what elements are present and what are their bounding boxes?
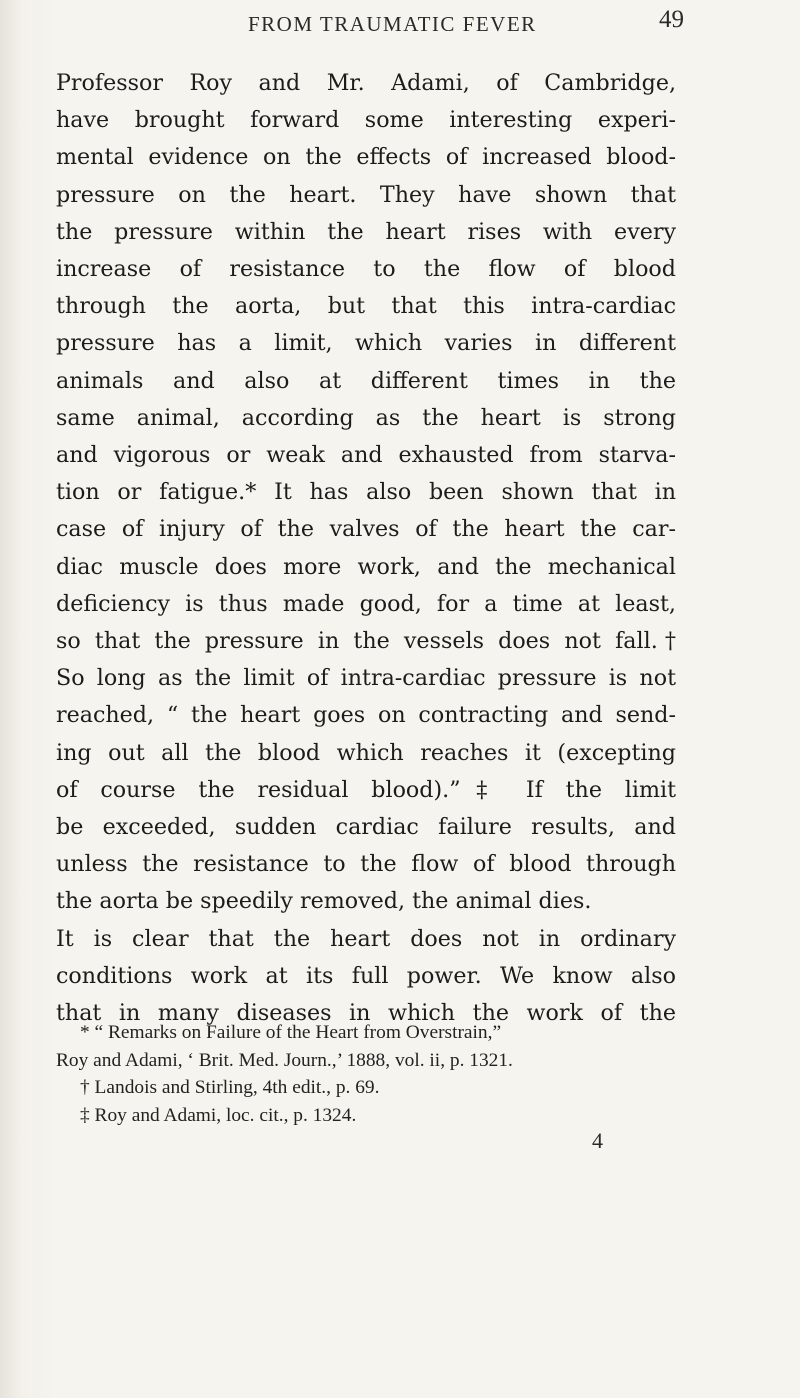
text-line: mental evidence on the effects of increased blood-: [56, 144, 676, 171]
text-line: Professor Roy and Mr. Adami, of Cambridge,: [56, 70, 676, 96]
text-line: diac muscle does more work, and the mechanical: [56, 553, 676, 580]
footnote-line: * “ Remarks on Failure of the Heart from Overstrain,”: [80, 1022, 502, 1043]
text-line: So long as the limit of intra-cardiac pressure is not: [56, 665, 676, 692]
page-number: 49: [659, 6, 684, 33]
text-line: the aorta be speedily removed, the animal dies.: [56, 888, 592, 915]
text-line: that in many diseases in which the work of the: [56, 1000, 676, 1027]
footnotes: [56, 1019, 676, 1129]
text-line: tion or fatigue.* It has also been shown that in: [56, 479, 676, 506]
signature-mark: 4: [592, 1128, 603, 1153]
footnote-line: † Landois and Stirling, 4th edit., p. 69.: [80, 1077, 380, 1098]
footnote-line: ‡ Roy and Adami, loc. cit., p. 1324.: [80, 1104, 357, 1126]
text-line: the pressure within the heart rises with every: [56, 218, 676, 245]
text-line: conditions work at its full power. We know also: [56, 962, 676, 989]
text-line: deficiency is thus made good, for a time at least,: [56, 590, 676, 617]
text-line: of course the residual blood).”‡ If the limit: [56, 776, 676, 803]
text-line: so that the pressure in the vessels does not fall.†: [56, 628, 676, 655]
footnote-line: Roy and Adami, ‘ Brit. Med. Journ.,’ 1888, vol. ii, p. 1321.: [56, 1049, 513, 1071]
text-line: be exceeded, sudden cardiac failure results, and: [56, 814, 676, 841]
text-line: through the aorta, but that this intra-cardiac: [56, 293, 676, 320]
body-text: [56, 65, 676, 1032]
text-line: same animal, according as the heart is strong: [56, 404, 676, 431]
text-line: ing out all the blood which reaches it (excepting: [56, 739, 676, 766]
text-line: increase of resistance to the flow of blood: [56, 256, 676, 283]
text-line: have brought forward some interesting experi-: [56, 107, 676, 134]
running-head: FROM TRAUMATIC FEVER: [248, 12, 537, 36]
text-line: and vigorous or weak and exhausted from starva-: [56, 442, 676, 469]
text-line: animals and also at different times in the: [56, 367, 676, 394]
text-line: unless the resistance to the flow of blood through: [56, 851, 676, 878]
text-line: reached, “ the heart goes on contracting and send-: [56, 702, 676, 729]
text-line: pressure has a limit, which varies in different: [56, 330, 676, 357]
text-line: case of injury of the valves of the heart the car-: [56, 516, 676, 543]
text-line: It is clear that the heart does not in ordinary: [56, 925, 676, 952]
text-line: pressure on the heart. They have shown that: [56, 181, 676, 208]
